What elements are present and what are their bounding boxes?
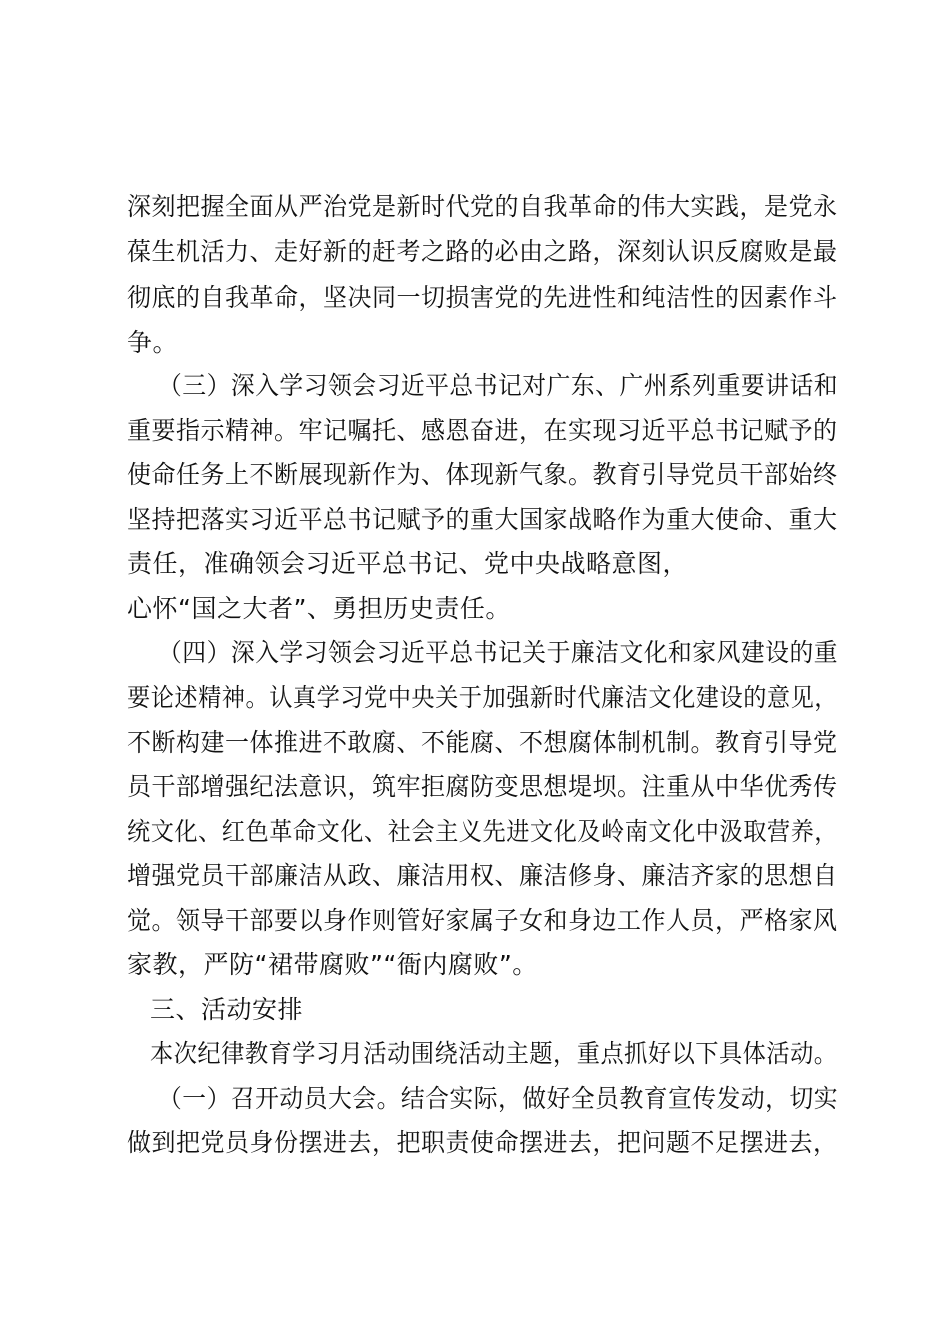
text-line: 坚持把落实习近平总书记赋予的重大国家战略作为重大使命、重大: [127, 505, 838, 534]
text-line: 增强党员干部廉洁从政、廉洁用权、廉洁修身、廉洁齐家的思想自: [127, 861, 838, 890]
text-line: 使命任务上不断展现新作为、体现新气象。教育引导党员干部始终: [127, 460, 838, 489]
text-line: 统文化、红色革命文化、社会主义先进文化及岭南文化中汲取营养，: [127, 817, 839, 846]
text-line: 重要指示精神。牢记嘱托、感恩奋进，在实现习近平总书记赋予的: [127, 416, 838, 445]
text-line: 彻底的自我革命，坚决同一切损害党的先进性和纯洁性的因素作斗: [127, 283, 838, 312]
text-line: 深刻把握全面从严治党是新时代党的自我革命的伟大实践，是党永: [127, 192, 838, 221]
text-line: 家教，严防“裙带腐败”“衙内腐败”。: [127, 950, 538, 979]
text-line: 觉。领导干部要以身作则管好家属子女和身边工作人员，严格家风: [127, 906, 838, 935]
paragraph-heading: （三）深入学习领会习近平总书记对广东、广州系列重要讲话和: [158, 371, 839, 400]
text-line: 做到把党员身份摆进去，把职责使命摆进去，把问题不足摆进去，: [127, 1128, 838, 1157]
paragraph-heading: （一）召开动员大会。结合实际，做好全员教育宣传发动，切实: [158, 1084, 839, 1113]
text-line: 本次纪律教育学习月活动围绕活动主题，重点抓好以下具体活动。: [150, 1039, 838, 1068]
text-line: 要论述精神。认真学习党中央关于加强新时代廉洁文化建设的意见，: [127, 683, 839, 712]
text-line: 不断构建一体推进不敢腐、不能腐、不想腐体制机制。教育引导党: [127, 728, 838, 757]
text-line: 责任，准确领会习近平总书记、党中央战略意图，: [127, 549, 689, 578]
text-line: 员干部增强纪法意识，筑牢拒腐防变思想堤坝。注重从中华优秀传: [127, 772, 838, 801]
text-line: 心怀“国之大者”、勇担历史责任。: [127, 594, 511, 623]
text-line: 葆生机活力、走好新的赶考之路的必由之路，深刻认识反腐败是最: [127, 237, 838, 266]
paragraph-heading: （四）深入学习领会习近平总书记关于廉洁文化和家风建设的重: [158, 638, 839, 667]
text-line: 争。: [127, 328, 179, 357]
section-heading: 三、活动安排: [150, 995, 304, 1024]
